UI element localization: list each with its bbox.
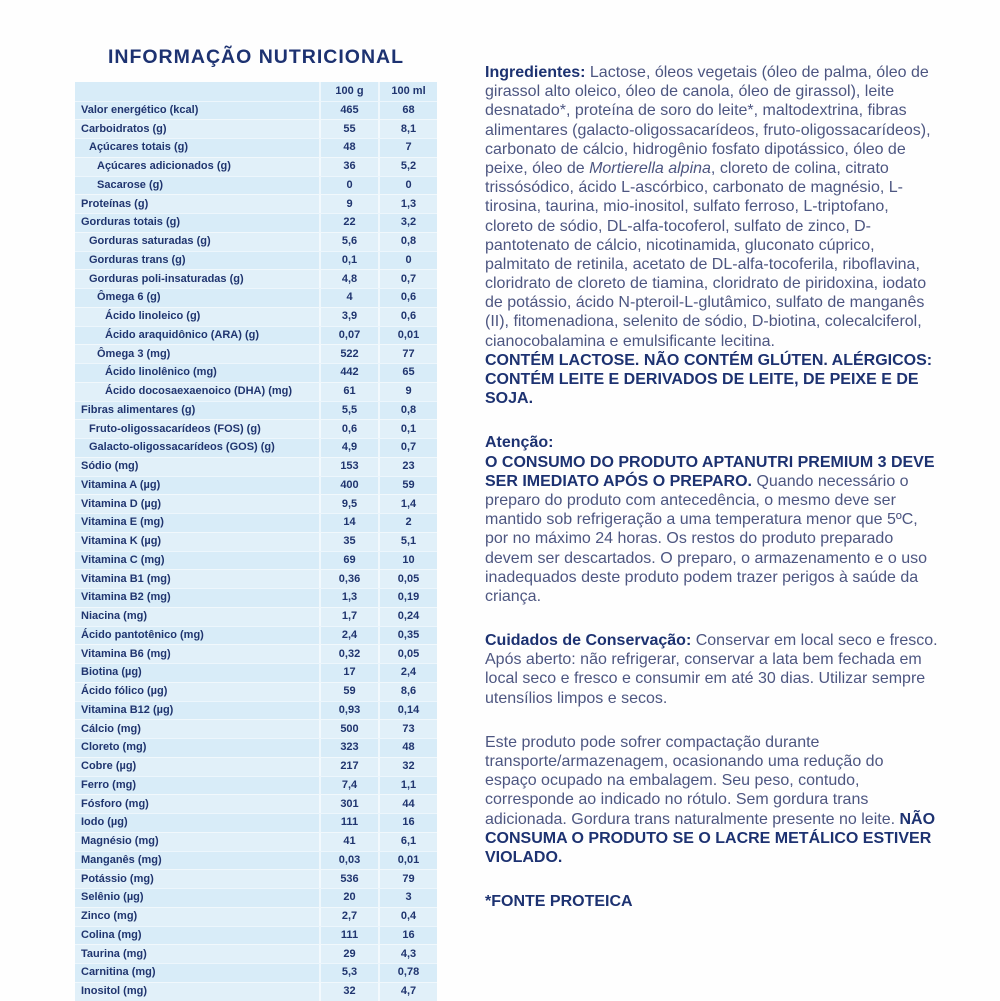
table-row	[75, 157, 437, 176]
value-100ml: 0,19	[378, 589, 437, 607]
value-100g: 41	[319, 833, 378, 851]
table-row	[75, 326, 437, 345]
value-100g: 500	[319, 720, 378, 738]
allergen-statement	[485, 351, 939, 409]
nutrient-label: Cobre (µg)	[81, 760, 137, 773]
table-row	[75, 494, 437, 513]
value-100g: 7,4	[319, 777, 378, 795]
value-100ml: 0,05	[378, 645, 437, 663]
value-100g: 5,6	[319, 233, 378, 251]
value-100ml: 9	[378, 383, 437, 401]
nutrient-label: Proteínas (g)	[81, 197, 149, 210]
value-100g: 0,6	[319, 420, 378, 438]
table-row	[75, 888, 437, 907]
nutrient-label: Vitamina B6 (mg)	[81, 647, 171, 660]
value-100ml: 0,7	[378, 270, 437, 288]
value-100ml: 5,2	[378, 158, 437, 176]
nutrient-label: Gorduras saturadas (g)	[89, 235, 211, 248]
nutrient-label: Galacto-oligossacarídeos (GOS) (g)	[89, 441, 275, 454]
nutrient-label: Vitamina B1 (mg)	[81, 572, 171, 585]
value-100ml: 1,1	[378, 777, 437, 795]
table-row	[75, 251, 437, 270]
table-row	[75, 869, 437, 888]
table-row	[75, 776, 437, 795]
nutrient-label: Açúcares totais (g)	[89, 141, 189, 154]
value-100ml: 0,7	[378, 439, 437, 457]
table-row	[75, 982, 437, 1001]
nutrient-label: Fósforo (mg)	[81, 797, 149, 810]
table-row	[75, 944, 437, 963]
nutrient-label: Taurina (mg)	[81, 947, 147, 960]
value-100g: 111	[319, 927, 378, 945]
nutrient-label: Vitamina B2 (mg)	[81, 591, 171, 604]
value-100g: 301	[319, 795, 378, 813]
table-row	[75, 813, 437, 832]
table-row	[75, 907, 437, 926]
table-row	[75, 344, 437, 363]
text-run-regular: Este produto pode sofrer compactação durante transporte/armazenagem, ocasionando uma redução do espaço ocupado na embalagem. Seu peso, contudo, corresponde ao indicado no rótulo. Sem gordura trans adicionada. Gordura trans naturalmente presente no leite.	[485, 733, 900, 828]
table-row	[75, 701, 437, 720]
nutrient-label: Fibras alimentares (g)	[81, 403, 196, 416]
table-row	[75, 138, 437, 157]
value-100g: 4,8	[319, 270, 378, 288]
table-row	[75, 682, 437, 701]
attention-paragraph	[485, 453, 939, 607]
table-row	[75, 419, 437, 438]
value-100g: 1,7	[319, 608, 378, 626]
value-100g: 5,5	[319, 402, 378, 420]
table-row	[75, 626, 437, 645]
value-100ml: 16	[378, 814, 437, 832]
value-100g: 22	[319, 214, 378, 232]
nutrient-label: Ferro (mg)	[81, 778, 136, 791]
value-100ml: 0,35	[378, 627, 437, 645]
nutrient-label: Vitamina E (mg)	[81, 516, 164, 529]
table-row	[75, 644, 437, 663]
table-row	[75, 832, 437, 851]
value-100ml: 0,24	[378, 608, 437, 626]
table-row	[75, 851, 437, 870]
value-100ml: 32	[378, 758, 437, 776]
table-row	[75, 926, 437, 945]
nutrient-label: Gorduras totais (g)	[81, 216, 181, 229]
table-row	[75, 457, 437, 476]
attention-heading	[485, 433, 939, 452]
nutrient-label: Zinco (mg)	[81, 910, 138, 923]
value-100g: 61	[319, 383, 378, 401]
text-run-bold: Cuidados de Conservação:	[485, 632, 696, 650]
nutrient-label: Valor energético (kcal)	[81, 103, 199, 116]
table-row	[75, 269, 437, 288]
nutrient-label: Ácido docosaexaenoico (DHA) (mg)	[105, 385, 293, 398]
value-100g: 1,3	[319, 589, 378, 607]
value-100ml: 0,6	[378, 289, 437, 307]
value-100ml: 3	[378, 889, 437, 907]
nutrient-label: Vitamina K (µg)	[81, 535, 162, 548]
value-100ml: 2,4	[378, 664, 437, 682]
info-column	[485, 63, 939, 911]
table-row	[75, 794, 437, 813]
value-100ml: 7	[378, 139, 437, 157]
value-100ml: 68	[378, 102, 437, 120]
value-100g: 0,03	[319, 852, 378, 870]
value-100g: 2,7	[319, 908, 378, 926]
nutrient-label: Colina (mg)	[81, 928, 142, 941]
nutrient-label: Cálcio (mg)	[81, 722, 141, 735]
value-100g: 29	[319, 945, 378, 963]
text-run-regular: Quando necessário o preparo do produto com antecedência, o mesmo deve ser mantido sob refrigeração a uma temperatura menor que 5ºC, por no máximo 24 horas. Os restos do produto preparado devem ser descartados. O preparo, o armazenamento e o uso inadequados deste produto podem trazer perigos à saúde da criança.	[485, 472, 928, 605]
value-100ml: 0,01	[378, 852, 437, 870]
value-100ml: 0,1	[378, 420, 437, 438]
nutrient-label: Vitamina B12 (µg)	[81, 703, 174, 716]
value-100ml: 0,4	[378, 908, 437, 926]
value-100ml: 1,3	[378, 195, 437, 213]
nutrient-label: Sódio (mg)	[81, 460, 139, 473]
value-100g: 55	[319, 120, 378, 138]
value-100g: 217	[319, 758, 378, 776]
value-100ml: 2	[378, 514, 437, 532]
value-100g: 153	[319, 458, 378, 476]
value-100ml: 0,78	[378, 964, 437, 982]
value-100g: 59	[319, 683, 378, 701]
nutrient-label: Ácido linolênico (mg)	[105, 366, 217, 379]
table-row	[75, 232, 437, 251]
value-100ml: 73	[378, 720, 437, 738]
value-100ml: 59	[378, 477, 437, 495]
table-row	[75, 663, 437, 682]
value-100g: 0,93	[319, 702, 378, 720]
nutrient-label: Ácido fólico (µg)	[81, 685, 168, 698]
value-100g: 111	[319, 814, 378, 832]
nutrient-label: Gorduras trans (g)	[89, 253, 186, 266]
value-100g: 69	[319, 552, 378, 570]
value-100ml: 8,6	[378, 683, 437, 701]
value-100ml: 0,05	[378, 570, 437, 588]
table-row	[75, 738, 437, 757]
left-column	[75, 46, 437, 1001]
table-row	[75, 476, 437, 495]
value-100ml: 8,1	[378, 120, 437, 138]
nutrient-label: Vitamina C (mg)	[81, 553, 165, 566]
value-100g: 442	[319, 364, 378, 382]
table-row	[75, 194, 437, 213]
value-100g: 536	[319, 870, 378, 888]
nutrition-table-body	[75, 101, 437, 1001]
value-100g: 4	[319, 289, 378, 307]
nutrient-label: Selênio (µg)	[81, 891, 144, 904]
value-100g: 2,4	[319, 627, 378, 645]
table-row	[75, 607, 437, 626]
value-100g: 323	[319, 739, 378, 757]
table-header-row	[75, 82, 437, 101]
ingredients-paragraph	[485, 63, 939, 351]
value-100g: 14	[319, 514, 378, 532]
value-100g: 20	[319, 889, 378, 907]
text-run-regular: , cloreto de colina, citrato trissósódico, ácido L-ascórbico, carbonato de magnésio, L-tirosina, taurina, mio-inositol, sulfato ferroso, L-triptofano, cloreto de sódio, DL-alfa-tocoferol, sulfato de zinco, D-pantotenato de cálcio, nicotinamida, gluconato cúprico, palmitato de retinila, acetato de DL-alfa-tocoferila, riboflavina, cloridrato de cloreto de tiamina, cloridrato de piridoxina, iodato de potássio, ácido N-pteroil-L-glutâmico, sulfato de manganês (II), fitomenadiona, selenito de sódio, D-biotina, colecalciferol, cianocobalamina e emulsificante lecitina.	[485, 159, 927, 350]
table-row	[75, 307, 437, 326]
value-100g: 9	[319, 195, 378, 213]
nutrient-label: Ácido linoleico (g)	[105, 310, 201, 323]
nutrient-label: Biotina (µg)	[81, 666, 142, 679]
nutrient-label: Potássio (mg)	[81, 872, 154, 885]
table-row	[75, 101, 437, 120]
value-100ml: 77	[378, 345, 437, 363]
table-row	[75, 551, 437, 570]
nutrient-label: Ácido araquidônico (ARA) (g)	[105, 328, 259, 341]
value-100ml: 23	[378, 458, 437, 476]
value-100ml: 0	[378, 177, 437, 195]
table-row	[75, 438, 437, 457]
nutrient-label: Cloreto (mg)	[81, 741, 147, 754]
text-run-bold: Ingredientes:	[485, 64, 590, 81]
value-100ml: 16	[378, 927, 437, 945]
text-run-italic: Mortierella alpina	[589, 159, 711, 177]
table-row	[75, 382, 437, 401]
nutrient-label: Ômega 3 (mg)	[97, 347, 171, 360]
text-run-bold: *FONTE PROTEICA	[485, 893, 633, 911]
page-title: INFORMAÇÃO NUTRICIONAL	[107, 46, 405, 68]
value-100g: 3,9	[319, 308, 378, 326]
text-run-bold: O CONSUMO DO PRODUTO APTANUTRI PREMIUM 3 DEVE SER IMEDIATO APÓS O PREPARO.	[485, 453, 935, 490]
value-100g: 465	[319, 102, 378, 120]
table-row	[75, 719, 437, 738]
nutrient-label: Iodo (µg)	[81, 816, 128, 829]
value-100ml: 5,1	[378, 533, 437, 551]
nutrient-label: Manganês (mg)	[81, 853, 162, 866]
nutrient-label: Niacina (mg)	[81, 610, 148, 623]
value-100ml: 0,6	[378, 308, 437, 326]
table-row	[75, 963, 437, 982]
nutrition-table	[75, 82, 437, 1001]
value-100g: 0,36	[319, 570, 378, 588]
value-100ml: 0,8	[378, 402, 437, 420]
table-row	[75, 288, 437, 307]
nutrient-label: Carnitina (mg)	[81, 966, 156, 979]
text-run-bold: Atenção:	[485, 434, 554, 452]
text-run-bold: NÃO CONSUMA O PRODUTO SE O LACRE METÁLICO ESTIVER VIOLADO.	[485, 810, 936, 866]
value-100g: 48	[319, 139, 378, 157]
value-100g: 522	[319, 345, 378, 363]
value-100g: 0	[319, 177, 378, 195]
value-100g: 9,5	[319, 495, 378, 513]
value-100ml: 4,7	[378, 983, 437, 1001]
nutrient-label: Sacarose (g)	[97, 178, 164, 191]
nutrient-label: Gorduras poli-insaturadas (g)	[89, 272, 244, 285]
value-100g: 36	[319, 158, 378, 176]
conservation-paragraph	[485, 631, 939, 708]
compaction-paragraph	[485, 733, 939, 867]
table-row	[75, 513, 437, 532]
table-row	[75, 176, 437, 195]
table-row	[75, 588, 437, 607]
nutrient-label: Inositol (mg)	[81, 985, 147, 998]
value-100ml: 48	[378, 739, 437, 757]
nutrient-label: Vitamina A (µg)	[81, 478, 161, 491]
nutrient-label: Vitamina D (µg)	[81, 497, 162, 510]
table-row	[75, 119, 437, 138]
value-100g: 32	[319, 983, 378, 1001]
value-100g: 0,1	[319, 252, 378, 270]
nutrient-label: Fruto-oligossacarídeos (FOS) (g)	[89, 422, 261, 435]
table-row	[75, 401, 437, 420]
value-100ml: 0,14	[378, 702, 437, 720]
column-header-100ml: 100 ml	[378, 82, 437, 101]
header-spacer	[75, 82, 319, 101]
value-100ml: 65	[378, 364, 437, 382]
table-row	[75, 213, 437, 232]
value-100g: 5,3	[319, 964, 378, 982]
value-100ml: 0	[378, 252, 437, 270]
value-100ml: 4,3	[378, 945, 437, 963]
text-run-regular: Conservar em local seco e fresco. Após aberto: não refrigerar, conservar a lata bem fechada em local seco e fresco e consumir em até 30 dias. Utilizar sempre utensílios limpos e secos.	[485, 632, 938, 707]
nutrient-label: Carboidratos (g)	[81, 122, 167, 135]
value-100g: 4,9	[319, 439, 378, 457]
text-run-regular: Lactose, óleos vegetais (óleo de palma, óleo de girassol alto oleico, óleo de canola, óleo de girassol), leite desnatado*, proteína de soro do leite*, maltodextrina, fibras alimentares (galacto-oligossacarídeos, fruto-oligossacarídeos), carbonato de cálcio, hidrogênio fosfato dipotássico, óleo de peixe, óleo de	[485, 64, 931, 177]
nutrient-label: Magnésio (mg)	[81, 835, 159, 848]
table-row	[75, 532, 437, 551]
table-row	[75, 757, 437, 776]
value-100g: 0,07	[319, 327, 378, 345]
value-100ml: 1,4	[378, 495, 437, 513]
nutrient-label: Ômega 6 (g)	[97, 291, 161, 304]
value-100g: 35	[319, 533, 378, 551]
value-100ml: 10	[378, 552, 437, 570]
value-100ml: 6,1	[378, 833, 437, 851]
nutrient-label: Ácido pantotênico (mg)	[81, 628, 204, 641]
value-100ml: 44	[378, 795, 437, 813]
table-row	[75, 363, 437, 382]
value-100ml: 0,8	[378, 233, 437, 251]
value-100g: 0,32	[319, 645, 378, 663]
protein-source-note	[485, 892, 939, 911]
value-100g: 17	[319, 664, 378, 682]
value-100ml: 79	[378, 870, 437, 888]
column-header-100g: 100 g	[319, 82, 378, 101]
text-run-bold: CONTÉM LACTOSE. NÃO CONTÉM GLÚTEN. ALÉRGICOS: CONTÉM LEITE E DERIVADOS DE LEITE, DE PEIXE E DE SOJA.	[485, 351, 933, 408]
table-row	[75, 569, 437, 588]
value-100g: 400	[319, 477, 378, 495]
nutrient-label: Açúcares adicionados (g)	[97, 160, 231, 173]
value-100ml: 3,2	[378, 214, 437, 232]
value-100ml: 0,01	[378, 327, 437, 345]
